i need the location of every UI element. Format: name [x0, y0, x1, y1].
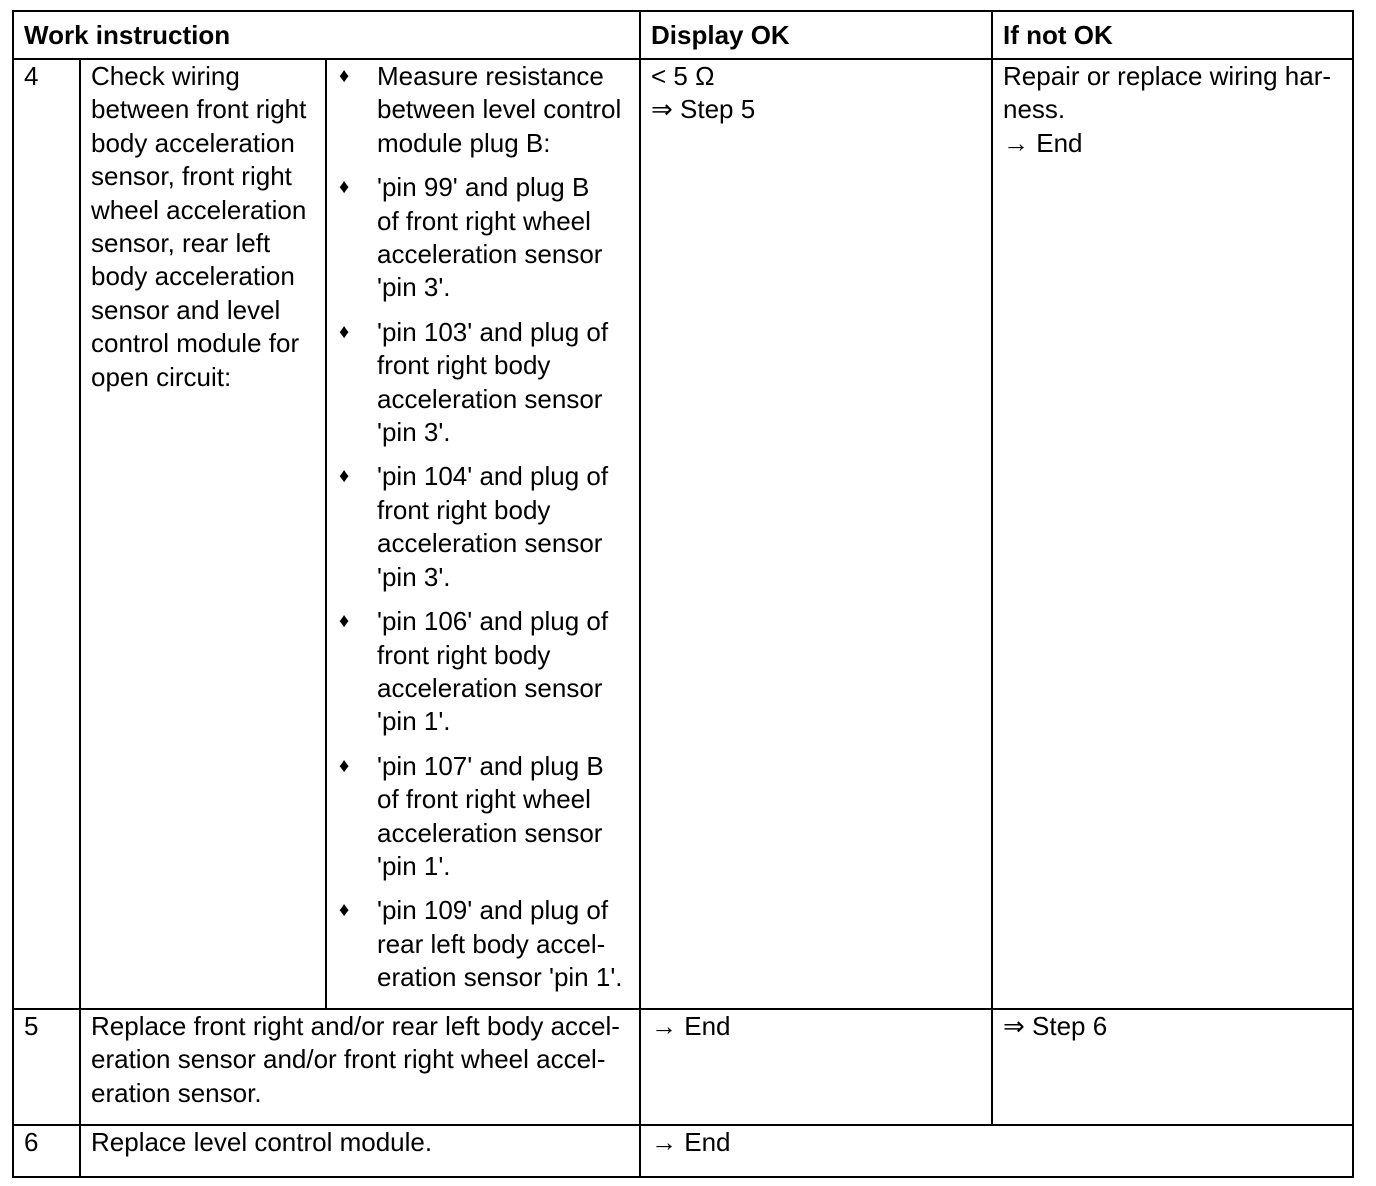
procedure-bullet-line: acceleration sensor: [377, 528, 603, 559]
step-4-instruction: [80, 59, 326, 1009]
procedure-bullet-line: 'pin 107' and plug B: [377, 750, 604, 781]
step-5-if-not-ok: ⇒ Step 6: [992, 1009, 1353, 1125]
display-ok-next-step: ⇒ Step 5: [651, 94, 756, 125]
header-row: [13, 11, 1353, 59]
step-5-display-ok: → End: [640, 1009, 992, 1125]
step-6-display-ok: → End: [640, 1125, 1353, 1177]
step-4-instruction-line: sensor and level: [91, 294, 281, 325]
procedure-bullet-line: rear left body accel-: [377, 928, 606, 959]
step-4-instruction-line: sensor, front right: [91, 161, 292, 192]
procedure-bullet-line: 'pin 3'.: [377, 561, 451, 592]
procedure-bullet-line: front right body: [377, 494, 551, 525]
procedure-bullet-item: [337, 460, 629, 594]
procedure-bullet-line: between level control: [377, 94, 622, 125]
procedure-bullet-line: eration sensor 'pin 1'.: [377, 962, 623, 993]
procedure-bullet-line: 'pin 99' and plug B: [377, 172, 590, 203]
header-if-not-ok: If not OK: [992, 11, 1353, 59]
procedure-bullet-line: of front right wheel: [377, 205, 591, 236]
step-5-number: 5: [13, 1009, 80, 1125]
step-4-row: [13, 59, 1353, 1009]
procedure-bullet-item: [337, 894, 629, 994]
step-4-display-ok: [640, 59, 992, 1009]
procedure-bullet-line: 'pin 3'.: [377, 417, 451, 448]
procedure-bullet-line: front right body: [377, 639, 551, 670]
step-4-instruction-line: open circuit:: [91, 361, 232, 392]
step-4-instruction-line: body acceleration: [91, 261, 295, 292]
procedure-bullet-line: acceleration sensor: [377, 383, 603, 414]
procedure-bullet-line: 'pin 1'.: [377, 706, 451, 737]
procedure-bullet-line: 'pin 103' and plug of: [377, 316, 609, 347]
procedure-bullet-item: [337, 60, 629, 160]
procedure-bullet-line: module plug B:: [377, 127, 551, 158]
procedure-bullet-line: 'pin 1'.: [377, 850, 451, 881]
procedure-bullet-item: [337, 750, 629, 884]
diamond-bullet-icon: ♦: [339, 176, 350, 199]
step-6-instruction: Replace level control module.: [80, 1125, 640, 1177]
step-4-instruction-line: body acceleration: [91, 127, 295, 158]
diamond-bullet-icon: ♦: [339, 754, 350, 777]
step-4-instruction-line: between front right: [91, 94, 307, 125]
procedure-bullet-line: front right body: [377, 350, 551, 381]
step-5-instruction-line: Replace front right and/or rear left body accel-: [91, 1011, 620, 1041]
procedure-bullet-item: [337, 605, 629, 739]
diamond-bullet-icon: ♦: [339, 610, 350, 633]
procedure-bullet-list: [337, 60, 629, 995]
procedure-bullet-line: 'pin 109' and plug of: [377, 895, 609, 926]
step-4-procedure: [326, 59, 640, 1009]
step-5-instruction: [80, 1009, 640, 1125]
procedure-bullet-line: acceleration sensor: [377, 239, 603, 270]
procedure-bullet-item: [337, 316, 629, 450]
procedure-bullet-line: 'pin 3'.: [377, 272, 451, 303]
step-6-row: [13, 1125, 1353, 1177]
procedure-bullet-line: of front right wheel: [377, 784, 591, 815]
step-6-number: 6: [13, 1125, 80, 1177]
if-not-ok-line: → End: [1003, 127, 1083, 158]
step-5-instruction-line: eration sensor and/or front right wheel accel-: [91, 1044, 606, 1075]
diamond-bullet-icon: ♦: [339, 899, 350, 922]
step-5-instruction-line: eration sensor.: [91, 1077, 262, 1108]
header-display-ok: Display OK: [640, 11, 992, 59]
procedure-bullet-line: 'pin 106' and plug of: [377, 606, 609, 637]
procedure-bullet-line: 'pin 104' and plug of: [377, 461, 609, 492]
diamond-bullet-icon: ♦: [339, 65, 350, 87]
if-not-ok-line: ness.: [1003, 94, 1066, 125]
work-instruction-table: [12, 10, 1354, 1178]
step-4-instruction-line: sensor, rear left: [91, 228, 271, 259]
step-4-if-not-ok: [992, 59, 1353, 1009]
diamond-bullet-icon: ♦: [339, 320, 350, 343]
procedure-bullet-item: [337, 171, 629, 305]
header-work-instruction: Work instruction: [13, 11, 640, 59]
step-4-instruction-line: wheel acceleration: [91, 194, 307, 225]
if-not-ok-line: Repair or replace wiring har-: [1003, 61, 1332, 91]
procedure-bullet-line: Measure resistance: [377, 61, 604, 91]
diamond-bullet-icon: ♦: [339, 465, 350, 488]
step-4-instruction-line: control module for: [91, 328, 300, 359]
step-5-row: [13, 1009, 1353, 1125]
procedure-bullet-line: acceleration sensor: [377, 672, 603, 703]
step-4-instruction-line: Check wiring: [91, 61, 240, 91]
procedure-bullet-line: acceleration sensor: [377, 817, 603, 848]
step-4-number: 4: [13, 59, 80, 1009]
display-ok-value: < 5 Ω: [651, 61, 715, 91]
